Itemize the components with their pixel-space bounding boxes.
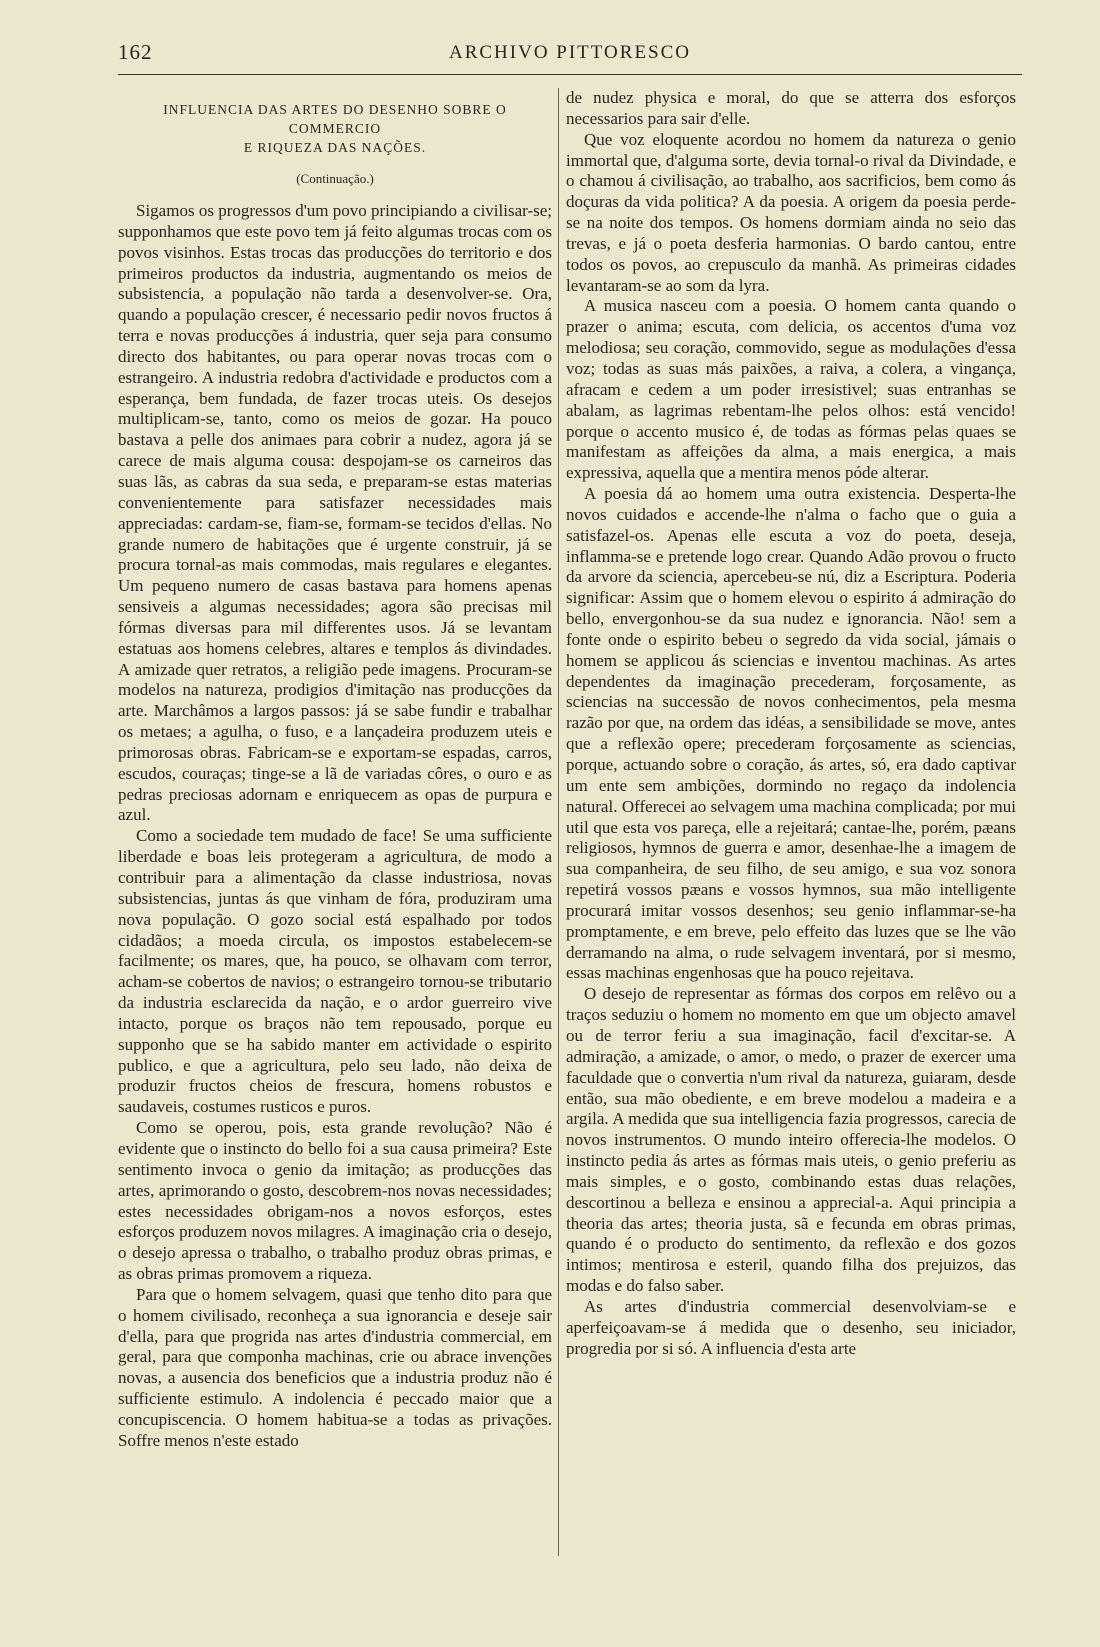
right-column (566, 88, 1016, 1359)
paragraph: Sigamos os progressos d'um povo principiando a civilisar-se; supponhamos que este povo tem já feito algumas trocas com os povos visinhos. Estas trocas das producções do territorio e dos primeiros productos da industria, augmentando os meios de subsistencia, a população não tarda a desenvolver-se. Ora, quando a população crescer, é necessario pedir novos fructos á terra e novas producções á industria, quer seja para consumo directo dos habitantes, ou para operar novas trocas com o estrangeiro. A industria redobra d'actividade e productos com a esperança, bem fundada, de fazer trocas uteis. Os desejos multiplicam-se, tanto, como os meios de gozar. Ha pouco bastava a pelle dos animaes para cobrir a nudez, agora já se carece de mais alguma cousa: despojam-se os carneiros das suas lãs, as cabras da sua seda, e preparam-se estas materias convenientemente para satisfazer necessidades mais appreciadas: cardam-se, fiam-se, formam-se tecidos d'ellas. No grande numero de habitações que é urgente construir, já se procura tornal-as mais commodas, mais regulares e elegantes. Um pequeno numero de casas bastava para homens apenas sensiveis a algumas necessidades; agora são precisas mil fórmas diversas para mil differentes usos. Já se levantam estatuas aos homens celebres, altares e templos ás divindades. A amizade quer retratos, a religião pede imagens. Procuram-se modelos na natureza, prodigios d'imitação nas producções da arte. Marchâmos a largos passos: já se sabe fundir e trabalhar os metaes; a agulha, o fuso, e a lançadeira produzem uteis e primorosas obras. Fabricam-se e exportam-se espadas, carros, escudos, couraças; tinge-se a lã de variadas côres, o ouro e as pedras preciosas adornam e enriquecem as opas de purpura e azul. (118, 201, 552, 825)
paragraph: A musica nasceu com a poesia. O homem canta quando o prazer o anima; escuta, com delicia, os accentos d'uma voz melodiosa; seu coração, commovido, segue as modulações d'essa voz; todas as suas más paixões, a raiva, a colera, a vingança, afracam e cedem a um poder irresistivel; suas entranhas se abalam, as lagrimas rebentam-lhe pelos olhos: está vencido! porque o accento musico é, de todas as fórmas pelas quaes se manifestam as affeições da alma, a mais energica, a mais expressiva, aquella que a mentira menos póde alterar. (566, 296, 1016, 483)
page-header (118, 40, 1022, 75)
paragraph: Para que o homem selvagem, quasi que tenho dito para que o homem civilisado, reconheça a sua ignorancia e deseje sair d'ella, para que progrida nas artes d'industria commercial, em geral, para que componha machinas, crie ou abrace invenções novas, a ausencia dos beneficios que a industria produz não é sufficiente estimulo. A indolencia é peccado maior que a concupiscencia. O homem habitua-se a todas as privações. Soffre menos n'este estado (118, 1284, 552, 1450)
paragraph: Que voz eloquente acordou no homem da natureza o genio immortal que, d'alguma sorte, devia tornal-o rival da Divindade, e o chamou á civilisação, ao trabalho, aos sacrificios, bem como ás doçuras da vida politica? A da poesia. A origem da poesia perde-se na noite dos tempos. Os homens dormiam ainda no seio das trevas, e já o poeta desferia harmonias. O bardo cantou, entre todos os povos, ao crepusculo da manhã. As primeiras cidades levantaram-se ao som da lyra. (566, 129, 1016, 295)
paragraph: Como a sociedade tem mudado de face! Se uma sufficiente liberdade e boas leis protegeram a agricultura, de modo a contribuir para a alimentação da classe industriosa, novas subsistencias, juntas ás que vinham de fóra, produziram uma nova população. O gozo social está espalhado por todos cidadãos; a moeda circula, os impostos estabelecem-se facilmente; os mares, que, ha pouco, se olhavam com terror, acham-se cobertos de navios; o estrangeiro tornou-se tributario da industria esclarecida da nação, e o ardor guerreiro vive intacto, porque os braços não tem repousado, porque eu supponho que se ha sabido manter em actividade o espirito publico, e que a agricultura, pelo seu lado, não deixa de produzir fructos cheios de frescura, homens robustos e saudaveis, costumes rusticos e puros. (118, 826, 552, 1117)
paragraph: A poesia dá ao homem uma outra existencia. Desperta-lhe novos cuidados e accende-lhe n'alma o facho que o guia a satisfazel-os. Apenas elle escuta a voz do poeta, deseja, inflamma-se e pretende logo crear. Quando Adão provou o fructo da arvore da sciencia, apercebeu-se nú, diz a Escriptura. Poderia significar: Assim que o homem elevou o espirito á admiração do bello, envergonhou-se da sua nudez e ignorancia. Não! sem a fonte onde o espirito bebeu o segredo da vida social, jámais o homem se applicou ás sciencias e inventou machinas. As artes dependentes da imaginação precederam, forçosamente, as sciencias na successão de novos conhecimentos, pela mesma razão por que, na ordem das idéas, a sensibilidade se move, antes que a reflexão opere; precederam forçosamente as sciencias, porque, actuando sobre o coração, ás artes, só, era dado captivar um ente sem ambições, dormindo no regaço da indolencia natural. Offerecei ao selvagem uma machina complicada; por mui util que esta vos pareça, elle a rejeitará; cantae-lhe, porém, pæans religiosos, hymnos de guerra e amor, desenhae-lhe a imagem de sua companheira, de seu filho, de seu amigo, e sua voz sonora repetirá vossos pæans e vossos hymnos, sua mão intelligente procurará imitar vossos desenhos; seu genio inflammar-se-ha promptamente, e em breve, pelo effeito das luzes que se lhe vão derramando na alma, o rude selvagem inventará, por si mesmo, essas machinas engenhosas que ha pouco rejeitava. (566, 484, 1016, 983)
column-divider (558, 88, 559, 1556)
left-column (118, 88, 552, 1452)
continuation-note: (Continuação.) (296, 171, 374, 186)
article-title (118, 100, 552, 157)
paragraph: de nudez physica e moral, do que se atterra dos esforços necessarios para sair d'elle. (566, 88, 1016, 128)
article-title-line-2: E RIQUEZA DAS NAÇÕES. (243, 140, 427, 155)
paragraph: Como se operou, pois, esta grande revolução? Não é evidente que o instincto do bello foi a sua causa primeira? Este sentimento invoca o genio da imitação; as producções das artes, aprimorando o gosto, descobrem-nos novas necessidades; estes necessidades obrigam-nos a novos esforços, estes esforços produzem novos milagres. A imaginação cria o desejo, o desejo apressa o trabalho, o trabalho produz obras primas, e as obras primas promovem a riqueza. (118, 1118, 552, 1284)
paragraph: O desejo de representar as fórmas dos corpos em relêvo ou a traços seduziu o homem no momento em que um objecto amavel ou de terror feriu a sua imaginação, facil d'excitar-se. A admiração, a amizade, o amor, o medo, o prazer de exercer uma faculdade que o convertia n'um rival da natureza, guiaram, desde então, sua mão obediente, e em breve modelou a madeira e a argila. A medida que sua intelligencia fazia progressos, carecia de novos instrumentos. O mundo inteiro offerecia-lhe modelos. O instincto pedia ás artes as fórmas mais uteis, o genio preferiu as mais simples, e o gosto, combinando estas duas relações, descortinou a belleza e ensinou a apprecial-a. Aqui principia a theoria das artes; theoria justa, sã e fecunda em obras primas, quando é o producto do sentimento, da reflexão e dos gozos intimos; mentirosa e esteril, quando filha dos prejuizos, das modas e do falso saber. (566, 984, 1016, 1296)
paragraph: As artes d'industria commercial desenvolviam-se e aperfeiçoavam-se á medida que o desenho, seu iniciador, progredia por si só. A influencia d'esta arte (566, 1296, 1016, 1358)
running-title: ARCHIVO PITTORESCO (448, 42, 692, 63)
page-number: 162 (118, 40, 153, 64)
article-title-line-1: INFLUENCIA DAS ARTES DO DESENHO SOBRE O COMMERCIO (163, 102, 507, 136)
